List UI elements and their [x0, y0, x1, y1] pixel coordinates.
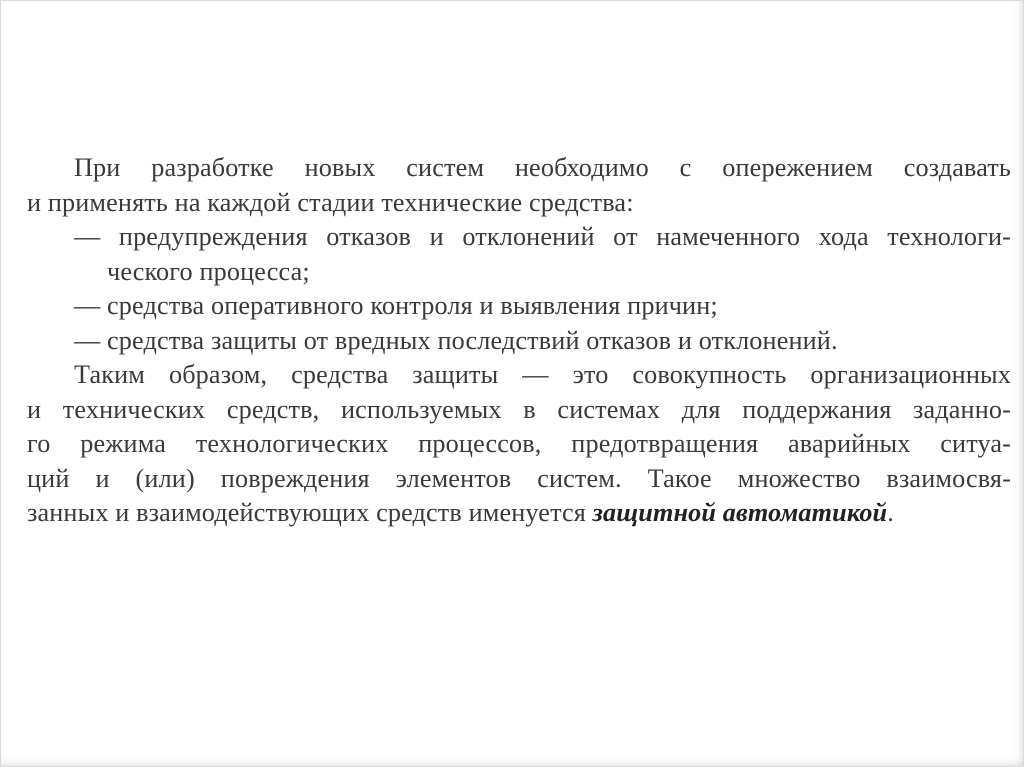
paragraph-2-line-5-period: .: [887, 498, 894, 527]
document-body: [27, 151, 1011, 531]
paragraph-2-line-1: Таким образом, средства защиты — это совокупность организационных: [74, 360, 1011, 389]
bullet-1-line-2: ческого процесса;: [107, 256, 310, 286]
paragraph-2-line-5-text: занных и взаимодействующих средств именуется: [27, 498, 593, 527]
defined-term: защитной автоматикой: [592, 498, 888, 527]
bullet-2-line-1: — средства оперативного контроля и выявления причин;: [74, 291, 718, 320]
paragraph-1-line-1: При разработке новых систем необходимо с опережением создавать: [74, 153, 1011, 182]
paragraph-2-line-2: и технических средств, используемых в системах для поддержания заданно-: [27, 394, 1011, 424]
paragraph-2-line-5: [27, 496, 1011, 531]
bullet-1-line-1: — предупреждения отказов и отклонений от намеченного хода технологи-: [74, 222, 1011, 251]
paragraph-2-line-3: го режима технологических процессов, предотвращения аварийных ситуа-: [27, 429, 1011, 458]
bullet-3-line-1: — средства защиты от вредных последствий отказов и отклонений.: [74, 325, 838, 355]
paragraph-1-line-2: и применять на каждой стадии технические средства:: [27, 187, 634, 217]
paragraph-2-line-4: ций и (или) повреждения элементов систем. Такое множество взаимосвя-: [27, 463, 1011, 493]
